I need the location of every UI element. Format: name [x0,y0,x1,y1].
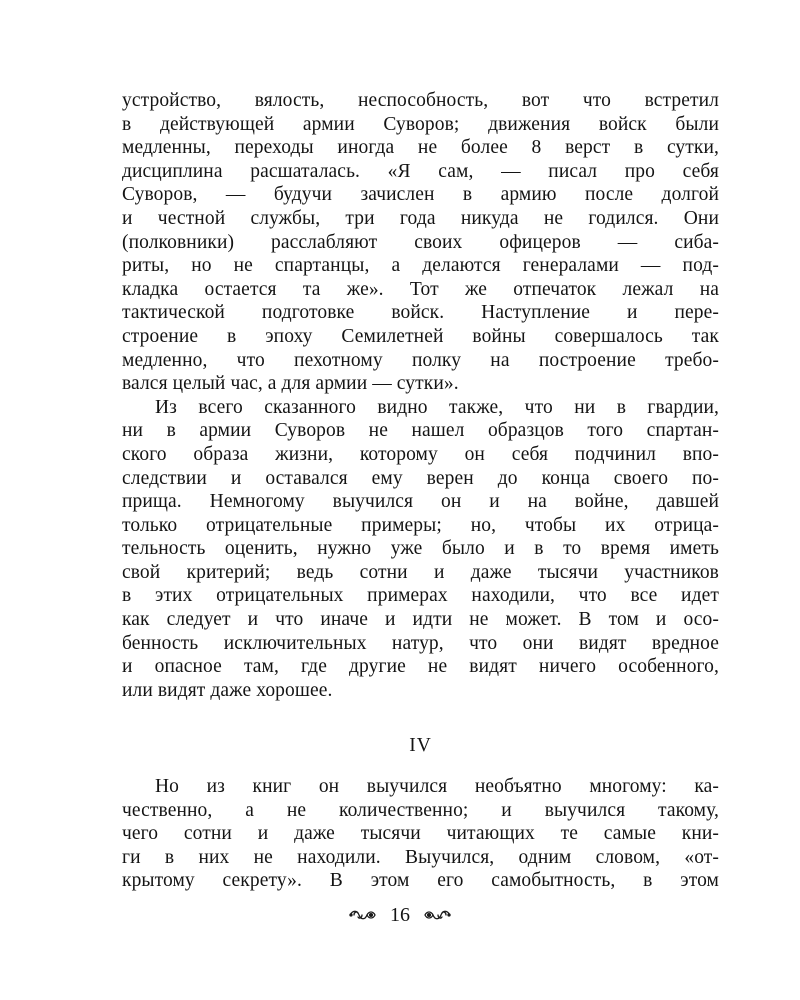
page-number: 16 [390,904,410,926]
text-line: в этих отрицательных примерах находили, что все идет [122,585,719,607]
text-line: (полковники) расслабляют своих офицеров — сиба- [122,231,719,253]
paragraph-1 [122,89,719,396]
text-line: кладка остается та же». Тот же отпечаток лежал на [122,278,719,300]
section-heading: IV [409,735,432,756]
right-ornament-icon [422,906,452,924]
text-line: Но из книг он выучился необъятно многому: ка- [155,776,719,797]
text-line: строение в эпоху Семилетней войны совершалось так [122,325,719,347]
text-line: медленны, переходы иногда не более 8 верст в сутки, [122,137,719,159]
text-line: тельность оценить, нужно уже было и в то время иметь [122,538,719,560]
text-line: только отрицательные примеры; но, чтобы их отрица- [122,514,719,536]
paragraph-2 [122,396,719,703]
text-line: ги в них не находили. Выучился, одним словом, «от- [122,846,719,868]
text-line: и опасное там, где другие не видят ничего особенного, [122,656,719,678]
text-line: и честной службы, три года никуда не годился. Они [122,207,719,229]
text-line: как следует и что иначе и идти не может. В том и осо- [122,609,719,631]
text-line: ни в армии Суворов не нашел образцов того спартан- [122,420,719,442]
paragraph-3 [122,775,719,893]
text-line: крытому секрету». В этом его самобытность, в этом [122,870,719,892]
text-line: медленно, что пехотному полку на построение требо- [122,349,719,371]
text-line: чего сотни и даже тысячи читающих те самые кни- [122,823,719,845]
text-line: Из всего сказанного видно также, что ни в гвардии, [155,396,719,418]
text-line: в действующей армии Суворов; движения войск были [122,113,719,135]
text-line: Суворов, — будучи зачислен в армию после долгой [122,184,719,206]
text-line: дисциплина расшаталась. «Я сам, — писал про себя [122,160,719,182]
text-line: устройство, вялость, неспособность, вот что встретил [122,90,719,111]
text-line: следствии и оставался ему верен до конца своего по- [122,467,719,489]
text-line: прища. Немногому выучился он и на войне, давшей [122,491,719,513]
text-line: чественно, а не количественно; и выучился такому, [122,799,719,821]
text-line: свой критерий; ведь сотни и даже тысячи участников [122,561,719,583]
left-ornament-icon [348,906,378,924]
text-line: бенность исключительных натур, что они видят вредное [122,632,719,654]
text-line: вался целый час, а для армии — сутки». [122,373,459,395]
page-text-column [122,89,719,892]
text-line: тактической подготовке войск. Наступление и пере- [122,302,719,324]
text-line: ского образа жизни, которому он себя подчинил впо- [122,443,719,465]
text-line: или видят даже хорошее. [122,679,333,701]
page-footer [0,900,800,930]
text-line: риты, но не спартанцы, а делаются генералами — под- [122,255,719,277]
